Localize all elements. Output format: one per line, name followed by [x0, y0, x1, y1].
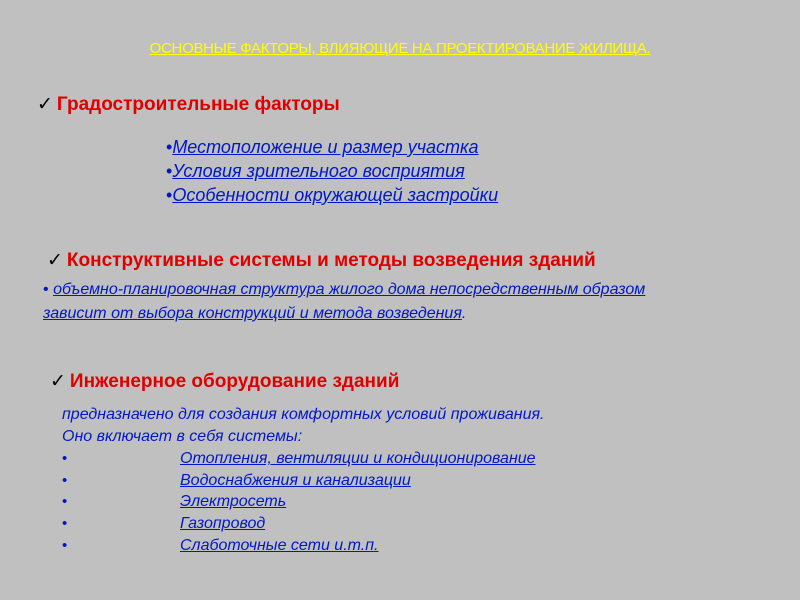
bullet-icon: •	[62, 537, 68, 554]
urban-item-location[interactable]	[166, 137, 479, 158]
engineering-item-electric[interactable]: Электросеть	[180, 493, 287, 510]
bullet-icon: •	[62, 493, 68, 510]
urban-item-label[interactable]: Особенности окружающей застройки	[172, 185, 499, 205]
urban-item-surroundings[interactable]	[166, 185, 498, 206]
bullet-icon: •	[166, 137, 173, 157]
section-engineering-heading	[50, 370, 399, 393]
check-icon: ✓	[50, 371, 66, 392]
structural-link-line2[interactable]: зависит от выбора конструкций и метода возведения	[43, 305, 462, 322]
check-icon: ✓	[37, 94, 53, 115]
structural-period: .	[461, 305, 467, 322]
bullet-icon: •	[62, 515, 68, 532]
check-icon: ✓	[47, 250, 63, 271]
page-title: ОСНОВНЫЕ ФАКТОРЫ, ВЛИЯЮЩИЕ НА ПРОЕКТИРОВАНИЕ ЖИЛИЩА.	[149, 40, 651, 57]
engineering-item-gas[interactable]: Газопровод	[180, 515, 266, 532]
section-structural-title: Конструктивные системы и методы возведения зданий	[66, 250, 596, 271]
bullet-icon: •	[62, 472, 68, 489]
bullet-icon: •	[43, 281, 49, 298]
urban-item-perception[interactable]	[166, 161, 465, 182]
bullet-icon: •	[62, 450, 68, 467]
urban-item-label[interactable]: Местоположение и размер участка	[172, 137, 479, 157]
engineering-intro-line1: предназначено для создания комфортных условий проживания.	[62, 406, 545, 423]
bullet-icon: •	[166, 161, 173, 181]
section-urban-title: Градостроительные факторы	[56, 94, 340, 115]
structural-text-line2[interactable]	[43, 305, 466, 323]
urban-item-label[interactable]: Условия зрительного восприятия	[172, 161, 465, 181]
structural-link-line1[interactable]: объемно-планировочная структура жилого дома непосредственным образом	[53, 281, 646, 298]
engineering-intro-line2: Оно включает в себя системы:	[62, 428, 303, 445]
section-urban-heading	[37, 93, 340, 116]
engineering-item-lowcurrent[interactable]: Слаботочные сети и.т.п.	[180, 537, 379, 554]
engineering-item-heating[interactable]: Отопления, вентиляции и кондиционирование	[180, 450, 536, 467]
engineering-item-water[interactable]: Водоснабжения и канализации	[180, 472, 411, 489]
structural-text-line1[interactable]	[43, 281, 645, 299]
section-structural-heading	[47, 249, 596, 272]
bullet-icon: •	[166, 185, 173, 205]
section-engineering-title: Инженерное оборудование зданий	[69, 371, 400, 392]
